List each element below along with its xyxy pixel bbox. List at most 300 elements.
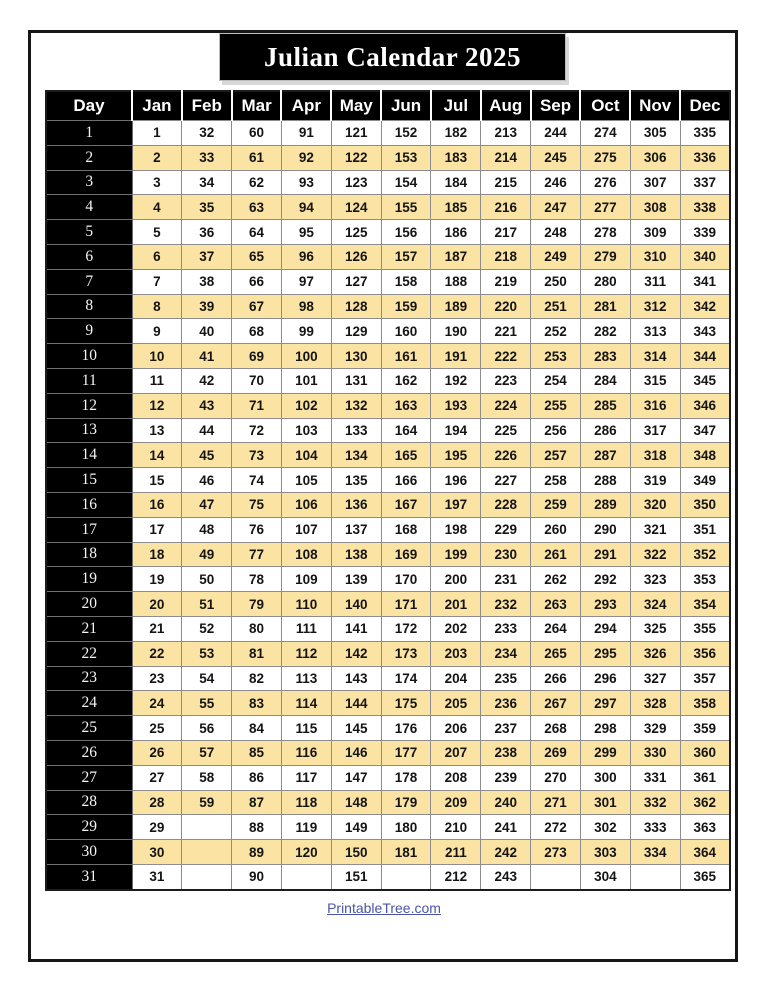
table-row [46,592,730,617]
julian-day-cell: 147 [331,765,381,790]
julian-day-cell: 27 [132,765,182,790]
julian-day-cell: 86 [232,765,282,790]
month-column-header: Aug [481,91,531,121]
julian-day-cell: 251 [531,294,581,319]
julian-day-cell: 285 [580,393,630,418]
julian-day-cell: 57 [182,740,232,765]
day-cell: 25 [46,716,132,741]
julian-day-cell: 362 [680,790,730,815]
julian-day-cell: 299 [580,740,630,765]
julian-day-cell: 102 [281,393,331,418]
julian-day-cell: 174 [381,666,431,691]
julian-day-cell: 197 [431,492,481,517]
julian-day-cell: 281 [580,294,630,319]
day-cell: 24 [46,691,132,716]
table-row [46,517,730,542]
julian-day-cell: 84 [232,716,282,741]
julian-day-cell: 93 [281,170,331,195]
julian-day-cell: 191 [431,344,481,369]
julian-day-cell: 67 [232,294,282,319]
julian-day-cell: 200 [431,567,481,592]
julian-day-cell: 164 [381,418,431,443]
table-row [46,244,730,269]
day-cell: 9 [46,319,132,344]
table-row [46,864,730,889]
julian-day-cell: 261 [531,542,581,567]
julian-day-cell: 203 [431,641,481,666]
julian-day-cell: 7 [132,269,182,294]
julian-day-cell: 353 [680,567,730,592]
julian-day-cell: 298 [580,716,630,741]
julian-day-cell: 225 [481,418,531,443]
julian-day-cell: 253 [531,344,581,369]
julian-day-cell: 121 [331,121,381,146]
julian-day-cell: 34 [182,170,232,195]
julian-day-cell: 109 [281,567,331,592]
julian-day-cell: 273 [531,840,581,865]
month-column-header: Mar [232,91,282,121]
julian-day-cell: 163 [381,393,431,418]
julian-day-cell: 63 [232,195,282,220]
julian-day-cell: 223 [481,368,531,393]
table-row [46,716,730,741]
julian-day-cell: 289 [580,492,630,517]
julian-day-cell: 330 [630,740,680,765]
julian-day-cell: 347 [680,418,730,443]
julian-day-cell: 35 [182,195,232,220]
julian-day-cell: 336 [680,145,730,170]
julian-day-cell: 158 [381,269,431,294]
julian-day-cell: 291 [580,542,630,567]
table-row [46,294,730,319]
month-column-header: May [331,91,381,121]
julian-day-cell: 329 [630,716,680,741]
julian-day-cell: 286 [580,418,630,443]
julian-day-cell: 229 [481,517,531,542]
julian-day-cell: 233 [481,616,531,641]
julian-day-cell: 114 [281,691,331,716]
julian-day-cell: 28 [132,790,182,815]
julian-day-cell: 126 [331,244,381,269]
julian-day-cell: 76 [232,517,282,542]
julian-day-cell: 296 [580,666,630,691]
table-header [46,91,730,121]
julian-day-cell: 194 [431,418,481,443]
julian-day-cell: 89 [232,840,282,865]
julian-day-cell: 48 [182,517,232,542]
day-cell: 22 [46,641,132,666]
julian-day-cell: 274 [580,121,630,146]
julian-day-cell: 279 [580,244,630,269]
julian-day-cell: 130 [331,344,381,369]
julian-day-cell: 131 [331,368,381,393]
julian-day-cell: 170 [381,567,431,592]
julian-day-cell: 20 [132,592,182,617]
day-cell: 10 [46,344,132,369]
table-row [46,145,730,170]
julian-day-cell: 243 [481,864,531,889]
julian-day-cell: 361 [680,765,730,790]
julian-day-cell: 135 [331,468,381,493]
table-row [46,840,730,865]
julian-day-cell: 231 [481,567,531,592]
day-cell: 12 [46,393,132,418]
julian-day-cell: 80 [232,616,282,641]
julian-day-cell: 136 [331,492,381,517]
julian-day-cell: 100 [281,344,331,369]
julian-day-cell: 304 [580,864,630,889]
julian-day-cell: 210 [431,815,481,840]
julian-day-cell: 13 [132,418,182,443]
julian-day-cell: 198 [431,517,481,542]
month-column-header: Jul [431,91,481,121]
julian-day-cell: 134 [331,443,381,468]
julian-day-cell: 106 [281,492,331,517]
julian-day-cell: 19 [132,567,182,592]
day-cell: 21 [46,616,132,641]
julian-day-cell: 297 [580,691,630,716]
julian-day-cell: 268 [531,716,581,741]
julian-day-cell: 182 [431,121,481,146]
julian-day-cell: 43 [182,393,232,418]
julian-day-cell: 69 [232,344,282,369]
julian-day-cell: 95 [281,220,331,245]
julian-day-cell: 308 [630,195,680,220]
julian-calendar-table [45,90,731,891]
julian-day-cell: 213 [481,121,531,146]
julian-day-cell: 256 [531,418,581,443]
julian-day-cell: 29 [132,815,182,840]
julian-day-cell: 359 [680,716,730,741]
julian-day-cell: 324 [630,592,680,617]
julian-day-cell: 4 [132,195,182,220]
julian-day-cell: 219 [481,269,531,294]
julian-day-cell: 111 [281,616,331,641]
day-cell: 20 [46,592,132,617]
julian-day-cell: 325 [630,616,680,641]
julian-day-cell [182,864,232,889]
julian-day-cell: 83 [232,691,282,716]
day-cell: 23 [46,666,132,691]
julian-day-cell: 129 [331,319,381,344]
julian-day-cell: 168 [381,517,431,542]
julian-day-cell: 64 [232,220,282,245]
julian-day-cell: 10 [132,344,182,369]
julian-day-cell: 53 [182,641,232,666]
julian-day-cell: 276 [580,170,630,195]
julian-day-cell: 179 [381,790,431,815]
julian-day-cell: 271 [531,790,581,815]
julian-day-cell: 345 [680,368,730,393]
julian-day-cell: 104 [281,443,331,468]
julian-day-cell: 108 [281,542,331,567]
julian-day-cell: 59 [182,790,232,815]
month-column-header: Oct [580,91,630,121]
julian-day-cell: 208 [431,765,481,790]
julian-day-cell: 355 [680,616,730,641]
julian-day-cell: 220 [481,294,531,319]
julian-day-cell [531,864,581,889]
julian-day-cell: 165 [381,443,431,468]
julian-day-cell: 3 [132,170,182,195]
julian-day-cell: 107 [281,517,331,542]
julian-day-cell: 292 [580,567,630,592]
julian-day-cell: 358 [680,691,730,716]
julian-day-cell: 138 [331,542,381,567]
julian-day-cell: 313 [630,319,680,344]
day-cell: 18 [46,542,132,567]
calendar-title: Julian Calendar 2025 [263,41,522,72]
julian-day-cell: 177 [381,740,431,765]
julian-day-cell: 269 [531,740,581,765]
julian-day-cell: 293 [580,592,630,617]
julian-day-cell: 113 [281,666,331,691]
julian-day-cell: 204 [431,666,481,691]
julian-day-cell: 65 [232,244,282,269]
julian-day-cell: 344 [680,344,730,369]
julian-day-cell: 326 [630,641,680,666]
julian-day-cell: 224 [481,393,531,418]
julian-day-cell: 322 [630,542,680,567]
julian-day-cell: 309 [630,220,680,245]
julian-day-cell [281,864,331,889]
table-row [46,616,730,641]
julian-day-cell: 81 [232,641,282,666]
julian-day-cell: 9 [132,319,182,344]
julian-day-cell: 216 [481,195,531,220]
julian-day-cell: 341 [680,269,730,294]
julian-day-cell: 331 [630,765,680,790]
julian-day-cell: 301 [580,790,630,815]
julian-day-cell: 290 [580,517,630,542]
julian-day-cell: 125 [331,220,381,245]
month-column-header: Jan [132,91,182,121]
julian-day-cell: 192 [431,368,481,393]
julian-day-cell: 346 [680,393,730,418]
julian-day-cell: 96 [281,244,331,269]
julian-day-cell: 110 [281,592,331,617]
day-cell: 31 [46,864,132,889]
julian-day-cell: 39 [182,294,232,319]
julian-day-cell: 145 [331,716,381,741]
julian-day-cell: 122 [331,145,381,170]
julian-day-cell: 235 [481,666,531,691]
julian-day-cell: 123 [331,170,381,195]
julian-day-cell: 254 [531,368,581,393]
table-row [46,815,730,840]
day-cell: 26 [46,740,132,765]
julian-day-cell: 74 [232,468,282,493]
julian-day-cell: 150 [331,840,381,865]
julian-day-cell: 115 [281,716,331,741]
julian-day-cell: 15 [132,468,182,493]
julian-day-cell: 323 [630,567,680,592]
table-row [46,121,730,146]
table-row [46,765,730,790]
day-cell: 28 [46,790,132,815]
day-cell: 30 [46,840,132,865]
julian-day-cell: 156 [381,220,431,245]
julian-day-cell: 101 [281,368,331,393]
julian-day-cell: 357 [680,666,730,691]
julian-day-cell: 160 [381,319,431,344]
day-cell: 11 [46,368,132,393]
julian-day-cell: 187 [431,244,481,269]
julian-day-cell: 240 [481,790,531,815]
julian-day-cell: 283 [580,344,630,369]
julian-day-cell: 146 [331,740,381,765]
julian-day-cell: 31 [132,864,182,889]
table-row [46,220,730,245]
julian-day-cell: 318 [630,443,680,468]
julian-day-cell: 335 [680,121,730,146]
julian-day-cell: 132 [331,393,381,418]
julian-day-cell: 161 [381,344,431,369]
julian-day-cell: 17 [132,517,182,542]
printabletree-link[interactable]: PrintableTree.com [327,900,441,916]
julian-day-cell: 154 [381,170,431,195]
julian-day-cell: 94 [281,195,331,220]
julian-day-cell: 237 [481,716,531,741]
julian-day-cell: 315 [630,368,680,393]
julian-day-cell: 280 [580,269,630,294]
day-cell: 13 [46,418,132,443]
day-cell: 6 [46,244,132,269]
julian-day-cell: 72 [232,418,282,443]
month-column-header: Apr [281,91,331,121]
julian-day-cell: 270 [531,765,581,790]
julian-day-cell: 141 [331,616,381,641]
table-row [46,691,730,716]
julian-day-cell: 77 [232,542,282,567]
julian-day-cell: 363 [680,815,730,840]
day-cell: 3 [46,170,132,195]
julian-day-cell: 356 [680,641,730,666]
julian-day-cell: 340 [680,244,730,269]
julian-day-cell: 364 [680,840,730,865]
julian-day-cell: 162 [381,368,431,393]
julian-day-cell: 71 [232,393,282,418]
julian-day-cell: 278 [580,220,630,245]
julian-day-cell: 306 [630,145,680,170]
table-row [46,269,730,294]
julian-day-cell: 61 [232,145,282,170]
julian-day-cell: 230 [481,542,531,567]
julian-day-cell: 234 [481,641,531,666]
table-row [46,567,730,592]
julian-day-cell: 217 [481,220,531,245]
julian-day-cell: 21 [132,616,182,641]
julian-day-cell: 6 [132,244,182,269]
julian-day-cell: 241 [481,815,531,840]
julian-day-cell: 328 [630,691,680,716]
table-row [46,468,730,493]
julian-day-cell [381,864,431,889]
julian-day-cell: 97 [281,269,331,294]
julian-day-cell: 143 [331,666,381,691]
day-cell: 16 [46,492,132,517]
julian-day-cell: 214 [481,145,531,170]
julian-day-cell: 350 [680,492,730,517]
julian-day-cell: 212 [431,864,481,889]
julian-day-cell: 40 [182,319,232,344]
julian-day-cell: 11 [132,368,182,393]
julian-day-cell: 307 [630,170,680,195]
julian-day-cell: 78 [232,567,282,592]
julian-day-cell: 152 [381,121,431,146]
julian-day-cell: 282 [580,319,630,344]
table-row [46,666,730,691]
julian-day-cell: 62 [232,170,282,195]
julian-day-cell: 68 [232,319,282,344]
julian-day-cell: 311 [630,269,680,294]
julian-day-cell: 70 [232,368,282,393]
julian-day-cell: 343 [680,319,730,344]
julian-day-cell: 33 [182,145,232,170]
table-row [46,170,730,195]
julian-day-cell: 103 [281,418,331,443]
julian-day-cell: 23 [132,666,182,691]
julian-day-cell: 127 [331,269,381,294]
julian-day-cell: 338 [680,195,730,220]
julian-day-cell: 195 [431,443,481,468]
day-column-header: Day [46,91,132,121]
julian-day-cell: 302 [580,815,630,840]
julian-day-cell: 264 [531,616,581,641]
month-column-header: Nov [630,91,680,121]
page-footer [0,900,768,918]
julian-day-cell: 58 [182,765,232,790]
julian-day-cell: 42 [182,368,232,393]
julian-day-cell: 99 [281,319,331,344]
julian-day-cell: 246 [531,170,581,195]
julian-day-cell: 105 [281,468,331,493]
day-cell: 7 [46,269,132,294]
julian-day-cell: 157 [381,244,431,269]
julian-day-cell: 334 [630,840,680,865]
julian-day-cell: 248 [531,220,581,245]
julian-day-cell: 32 [182,121,232,146]
julian-day-cell: 221 [481,319,531,344]
julian-day-cell: 332 [630,790,680,815]
julian-day-cell: 287 [580,443,630,468]
julian-day-cell: 327 [630,666,680,691]
julian-day-cell: 360 [680,740,730,765]
julian-day-cell: 320 [630,492,680,517]
julian-day-cell: 36 [182,220,232,245]
julian-day-cell: 342 [680,294,730,319]
julian-day-cell: 30 [132,840,182,865]
julian-day-cell: 51 [182,592,232,617]
julian-day-cell: 242 [481,840,531,865]
table-row [46,319,730,344]
julian-day-cell: 244 [531,121,581,146]
day-cell: 27 [46,765,132,790]
table-row [46,443,730,468]
header-row [46,91,730,121]
julian-day-cell: 337 [680,170,730,195]
month-column-header: Feb [182,91,232,121]
julian-day-cell: 41 [182,344,232,369]
julian-day-cell: 5 [132,220,182,245]
julian-day-cell: 201 [431,592,481,617]
julian-day-cell: 333 [630,815,680,840]
julian-day-cell: 232 [481,592,531,617]
julian-day-cell: 352 [680,542,730,567]
julian-day-cell: 288 [580,468,630,493]
julian-day-cell: 124 [331,195,381,220]
julian-day-cell: 205 [431,691,481,716]
